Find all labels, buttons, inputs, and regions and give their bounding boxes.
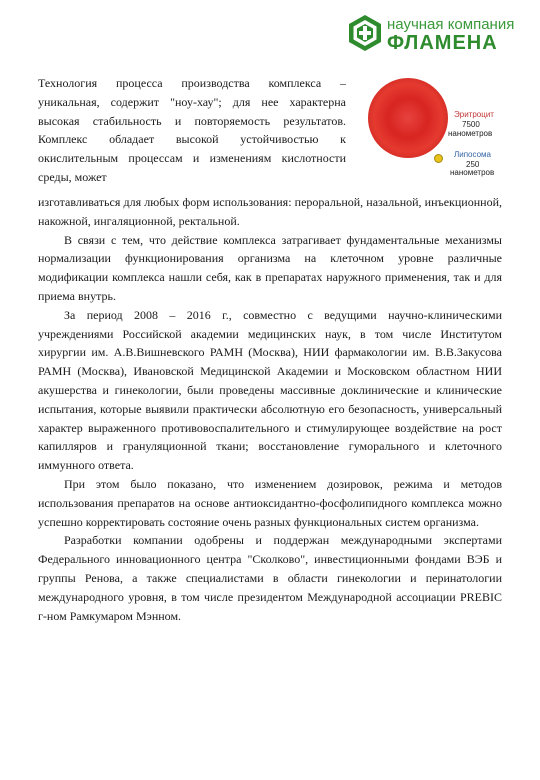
liposome-dot — [434, 154, 443, 163]
logo-wordmark: ФЛАМЕНА — [387, 32, 498, 54]
body-text — [38, 193, 502, 625]
liposome-size: 250 — [466, 160, 480, 169]
cell-size-figure — [362, 72, 512, 182]
paragraph-continuation: изготавливаться для любых форм использования: пероральной, назальной, инъекционной, накожной, ингаляционной, ректальной. — [38, 195, 502, 228]
paragraph: При этом было показано, что изменением дозировок, режима и методов использования препаратов на основе антиоксидантно-фосфолипидного комплекса можно успешно корректировать состояние очень разных функциональных систем организма. — [38, 476, 502, 529]
logo-tagline: научная компания — [387, 16, 515, 33]
flamena-logo-icon — [347, 14, 383, 52]
company-logo — [347, 14, 527, 54]
erythrocyte-image — [368, 78, 448, 158]
intro-paragraph: Технология процесса производства комплекса – уникальная, содержит "ноу-хау"; для нее характерна высокая стабильность и повторяемость результатов. Комплекс обладает высокой устойчивостью к окислительным процессам и изменениям кислотности среды, может — [38, 76, 346, 184]
paragraph: За период 2008 – 2016 г., совместно с ведущими научно-клиническими учреждениями Российской академии медицинских наук, в том числе Институтом хирургии им. А.В.Вишневского РАМН (Москва), НИИ фармакологии им. В.В.Закусова РАМН (Москва), Ивановской Медицинской Академии и Московском областном НИИ акушерства и гинекологии, были проведены массивные доклинические и клинические испытания, которые выявили практически абсолютную его безопасность, универсальный характер выраженного противовоспалительного и стимулирующее воздействие на рост капилляров и грануляционной ткани; восстановление гуморального и клеточного иммунного ответа. — [38, 307, 502, 473]
paragraph: В связи с тем, что действие комплекса затрагивает фундаментальные механизмы нормализации функционирования организма на клеточном уровне различные модификации комплекса нашли себя, как в препаратах наружного применения, так и для приема внутрь. — [38, 232, 502, 303]
liposome-label: Липосома — [454, 150, 491, 159]
erythrocyte-label: Эритроцит — [454, 110, 494, 119]
paragraph: Разработки компании одобрены и поддержан международными экспертами Федерального инновационного центра "Сколково", инвестиционными фондами ВЭБ и группы Ренова, а также специалистами в области гинекологии и перинатологии международного уровня, в том числе президентом Международной ассоциации PREBIC г-ном Рамкумаром Мэнном. — [38, 533, 502, 623]
liposome-unit: нанометров — [450, 168, 495, 177]
erythrocyte-size: 7500 — [462, 120, 480, 129]
erythrocyte-unit: нанометров — [448, 129, 493, 138]
